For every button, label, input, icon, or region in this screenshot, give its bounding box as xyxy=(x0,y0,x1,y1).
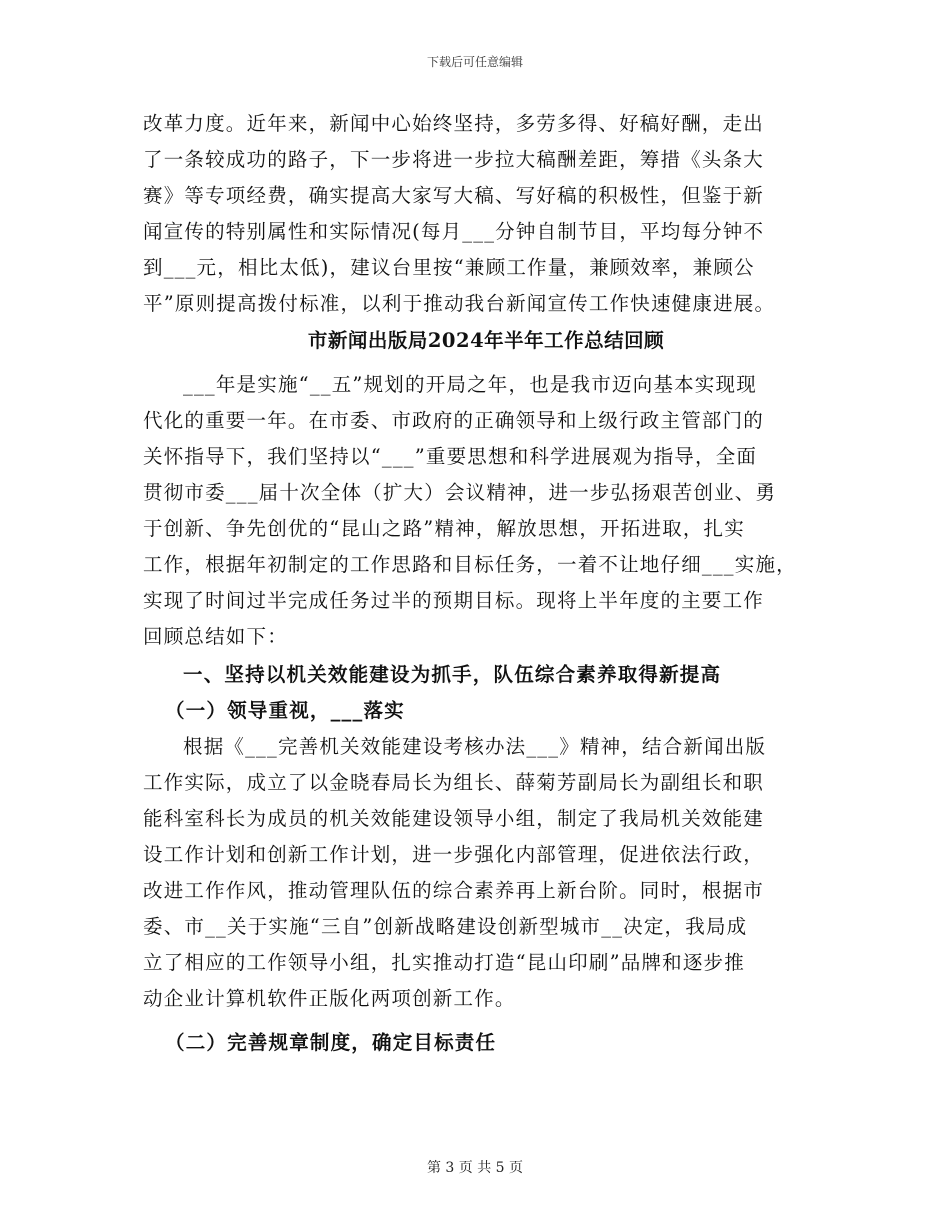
paragraph-line: 能科室科长为成员的机关效能建设领导小组，制定了我局机关效能建 xyxy=(143,807,765,830)
section-one-heading: 一、坚持以机关效能建设为抓手，队伍综合素养取得新提高 xyxy=(183,663,722,686)
opening-paragraph xyxy=(143,367,829,655)
paragraph-line: 根据《___完善机关效能建设考核办法___》精神，结合新闻出版 xyxy=(183,735,767,758)
document-body xyxy=(143,106,829,1061)
intro-paragraph xyxy=(143,106,829,322)
paragraph-line: 委、市__关于实施“三自”创新战略建设创新型城市__决定，我局成 xyxy=(143,915,748,938)
paragraph-line: 到___元，相比太低)，建议台里按“兼顾工作量，兼顾效率，兼顾公 xyxy=(143,256,755,279)
subsection-one-paragraph xyxy=(143,729,829,1017)
paragraph-line: 代化的重要一年。在市委、市政府的正确领导和上级行政主管部门的 xyxy=(143,409,765,432)
paragraph-line: 立了相应的工作领导小组，扎实推动打造“昆山印刷”品牌和逐步推 xyxy=(143,951,745,974)
paragraph-line: 闻宣传的特别属性和实际情况(每月___分钟自制节目，平均每分钟不 xyxy=(143,220,765,243)
paragraph-line: 动企业计算机软件正版化两项创新工作。 xyxy=(143,987,516,1010)
paragraph-line: 平”原则提高拨付标准，以利于推动我台新闻宣传工作快速健康进展。 xyxy=(143,292,776,315)
paragraph-line: 赛》等专项经费，确实提高大家写大稿、写好稿的积极性，但鉴于新 xyxy=(143,184,765,207)
subsection-two-heading: （二）完善规章制度，确定目标责任 xyxy=(165,1031,497,1054)
page-number: 第 3 页 共 5 页 xyxy=(426,1160,524,1176)
header-note: 下载后可任意编辑 xyxy=(426,55,523,69)
paragraph-line: 改革力度。近年来，新闻中心始终坚持，多劳多得、好稿好酬，走出 xyxy=(143,112,765,135)
paragraph-line: 了一条较成功的路子，下一步将进一步拉大稿酬差距，筹措《头条大 xyxy=(143,148,765,171)
paragraph-line: 工作，根据年初制定的工作思路和目标任务，一着不让地仔细___实施， xyxy=(143,553,797,576)
paragraph-line: 于创新、争先创优的“昆山之路”精神，解放思想，开拓进取，扎实 xyxy=(143,517,745,540)
paragraph-line: 改进工作作风，推动管理队伍的综合素养再上新台阶。同时，根据市 xyxy=(143,879,765,902)
paragraph-line: 设工作计划和创新工作计划，进一步强化内部管理，促进依法行政， xyxy=(143,843,765,866)
paragraph-line: 工作实际，成立了以金晓春局长为组长、薛菊芳副局长为副组长和职 xyxy=(143,771,765,794)
paragraph-line: 关怀指导下，我们坚持以“___”重要思想和科学进展观为指导，全面 xyxy=(143,445,758,468)
paragraph-line: 回顾总结如下： xyxy=(143,625,288,648)
paragraph-line: 实现了时间过半完成任务过半的预期目标。现将上半年度的主要工作 xyxy=(143,589,765,612)
paragraph-line: ___年是实施“__五”规划的开局之年，也是我市迈向基本实现现 xyxy=(183,373,757,396)
subsection-one-heading: （一）领导重视，___落实 xyxy=(165,699,405,722)
paragraph-line: 贯彻市委___届十次全体（扩大）会议精神，进一步弘扬艰苦创业、勇 xyxy=(143,481,777,504)
document-title: 市新闻出版局2024年半年工作总结回顾 xyxy=(307,329,665,352)
